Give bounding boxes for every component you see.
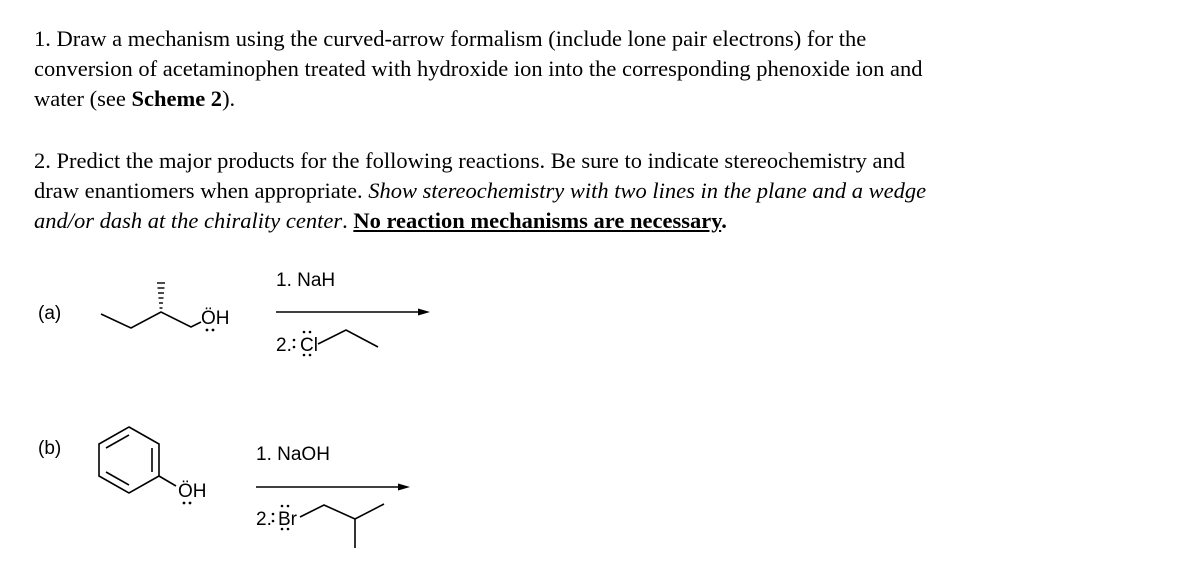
part-a-chlorine: Cl — [300, 335, 318, 356]
part-a-reagent-1: 1. NaH — [276, 270, 336, 291]
part-a-ethyl-chain — [318, 330, 378, 347]
scheme-reference: Scheme 2 — [131, 86, 223, 111]
part-a-reagent-2-number: 2. — [276, 335, 292, 356]
q2-separator: . — [342, 208, 354, 233]
q1-line-3-end: ). — [222, 86, 236, 111]
q2-instruction-italic: Show stereochemistry with two lines in the plane and a wedge — [368, 178, 927, 203]
q1-line-3-text: water (see — [34, 86, 132, 111]
part-b-hydroxyl: ÖH — [178, 481, 207, 502]
q2-line-2-text: draw enantiomers when appropriate. — [34, 178, 369, 203]
q1-line-2: conversion of acetaminophen treated with hydroxide ion into the corresponding phenoxide ion and — [34, 56, 923, 81]
part-b-reagent-2-number: 2. — [256, 509, 272, 530]
part-b-bromine: Br — [278, 509, 297, 530]
no-mechanisms-period: . — [721, 208, 727, 233]
part-b-phenol-ring — [99, 427, 176, 493]
part-a-oh-lone-pair — [206, 329, 215, 332]
part-a-hydroxyl: ÖH — [201, 308, 230, 329]
q2-line-1: 2. Predict the major products for the following reactions. Be sure to indicate stereochemistry and — [34, 148, 905, 173]
part-b-reagent-1: 1. NaOH — [256, 444, 330, 465]
part-a-label: (a) — [38, 303, 62, 324]
part-a-alcohol-structure — [101, 283, 201, 328]
part-b-isobutyl-chain — [300, 504, 384, 548]
part-b-arrowhead — [398, 484, 410, 491]
q2-instruction-italic-2: and/or dash at the chirality center — [34, 208, 343, 233]
part-a-arrowhead — [418, 309, 430, 316]
q1-line-1: 1. Draw a mechanism using the curved-arrow formalism (include lone pair electrons) for the — [34, 26, 867, 51]
part-b-oh-lone-pair — [183, 502, 192, 505]
part-b-label: (b) — [38, 438, 62, 459]
no-mechanisms-note: No reaction mechanisms are necessary — [353, 208, 722, 233]
